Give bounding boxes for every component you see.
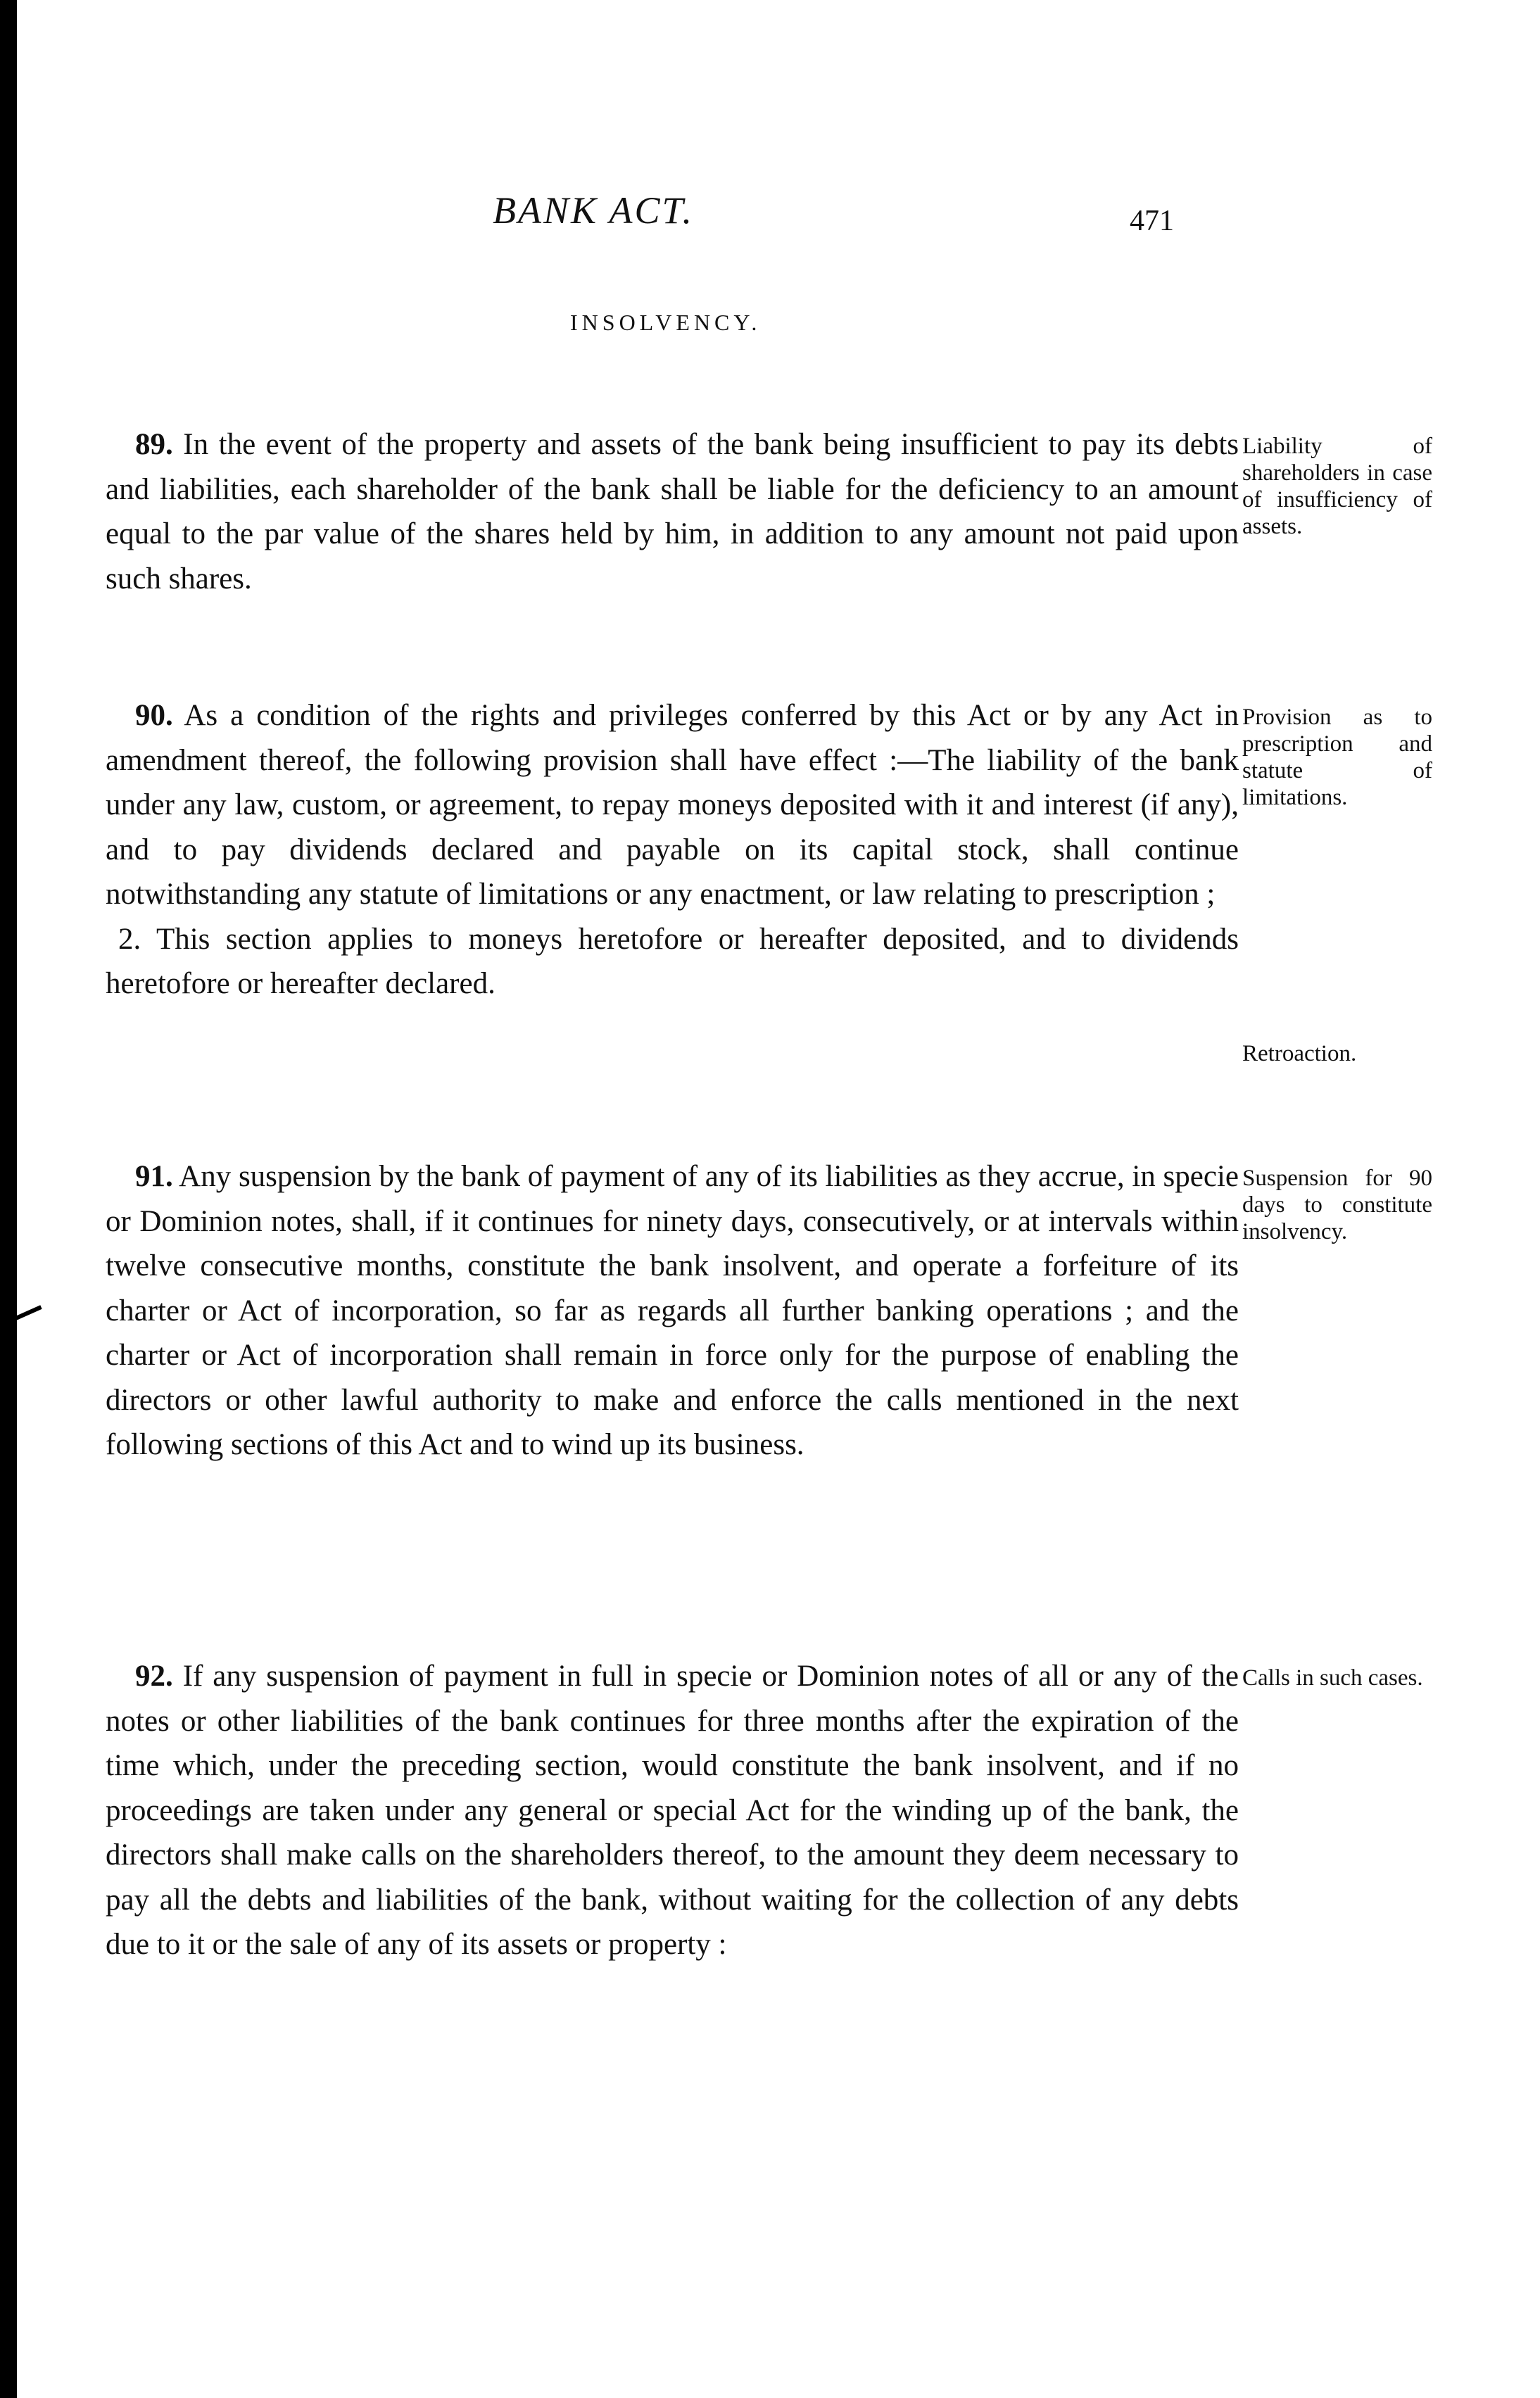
section-number: 91. [135,1160,173,1193]
margin-note-91: Suspension for 90 days to constitute insolvency. [1242,1166,1432,1244]
section-number: 90. [135,699,173,732]
section-text: If any suspension of payment in full in specie or Dominion notes of all or any of the notes or other liabilities of the bank continues for three months after the expiration of the time which, under the preceding section, would constitute the bank insolvent, and if no proceedings are taken under any general or special Act for the winding up of the bank, the directors shall make calls on the shareholders thereof, to the amount they deem necessary to pay all the debts and liabilities of the bank, without waiting for the collection of any debts due to it or the sale of any of its assets or property : [106,1660,1239,1961]
margin-note-90: Provision as to prescription and statute of limitations. [1242,705,1432,810]
section-92 [106,1654,1239,1967]
section-number: 89. [135,428,173,461]
section-90 [106,693,1239,1006]
section-text: In the event of the property and assets of the bank being insufficient to pay its debts and liabilities, each shareholder of the bank shall be liable for the deficiency to an amount equal to the par value of the shares held by him, in addition to any amount not paid upon such shares. [106,428,1239,595]
section-91 [106,1154,1239,1468]
section-heading: INSOLVENCY. [570,310,762,335]
margin-note-90-2: Retroaction. [1242,1041,1357,1066]
section-number: 92. [135,1660,173,1693]
subsection-number: 2. [118,922,141,956]
scan-binding-edge [0,0,17,2398]
running-title: BANK ACT. [493,189,695,232]
section-text: As a condition of the rights and privileges conferred by this Act or by any Act in amendment thereof, the following provision shall have effect :—The liability of the bank under any law, custom, or agreement, to repay moneys deposited with it and interest (if any), and to pay dividends declared and payable on its capital stock, shall continue notwithstanding any statute of limitations or any enactment, or law relating to prescription ; [106,699,1239,911]
subsection-text: This section applies to moneys heretofore or hereafter deposited, and to dividends heretofore or hereafter declared. [106,922,1239,1000]
section-89 [106,422,1239,601]
page-number: 471 [1130,205,1174,237]
margin-note-89: Liability of shareholders in case of insufficiency of assets. [1242,434,1432,539]
section-text: Any suspension by the bank of payment of any of its liabilities as they accrue, in specie or Dominion notes, shall, if it continues for ninety days, consecutively, or at intervals within twelve consecutive months, constitute the bank insolvent, and operate a forfeiture of its charter or Act of incorporation, so far as regards all further banking operations ; and the charter or Act of incorporation shall remain in force only for the purpose of enabling the directors or other lawful authority to make and enforce the calls mentioned in the next following sections of this Act and to wind up its business. [106,1160,1239,1461]
margin-note-92: Calls in such cases. [1242,1665,1423,1691]
